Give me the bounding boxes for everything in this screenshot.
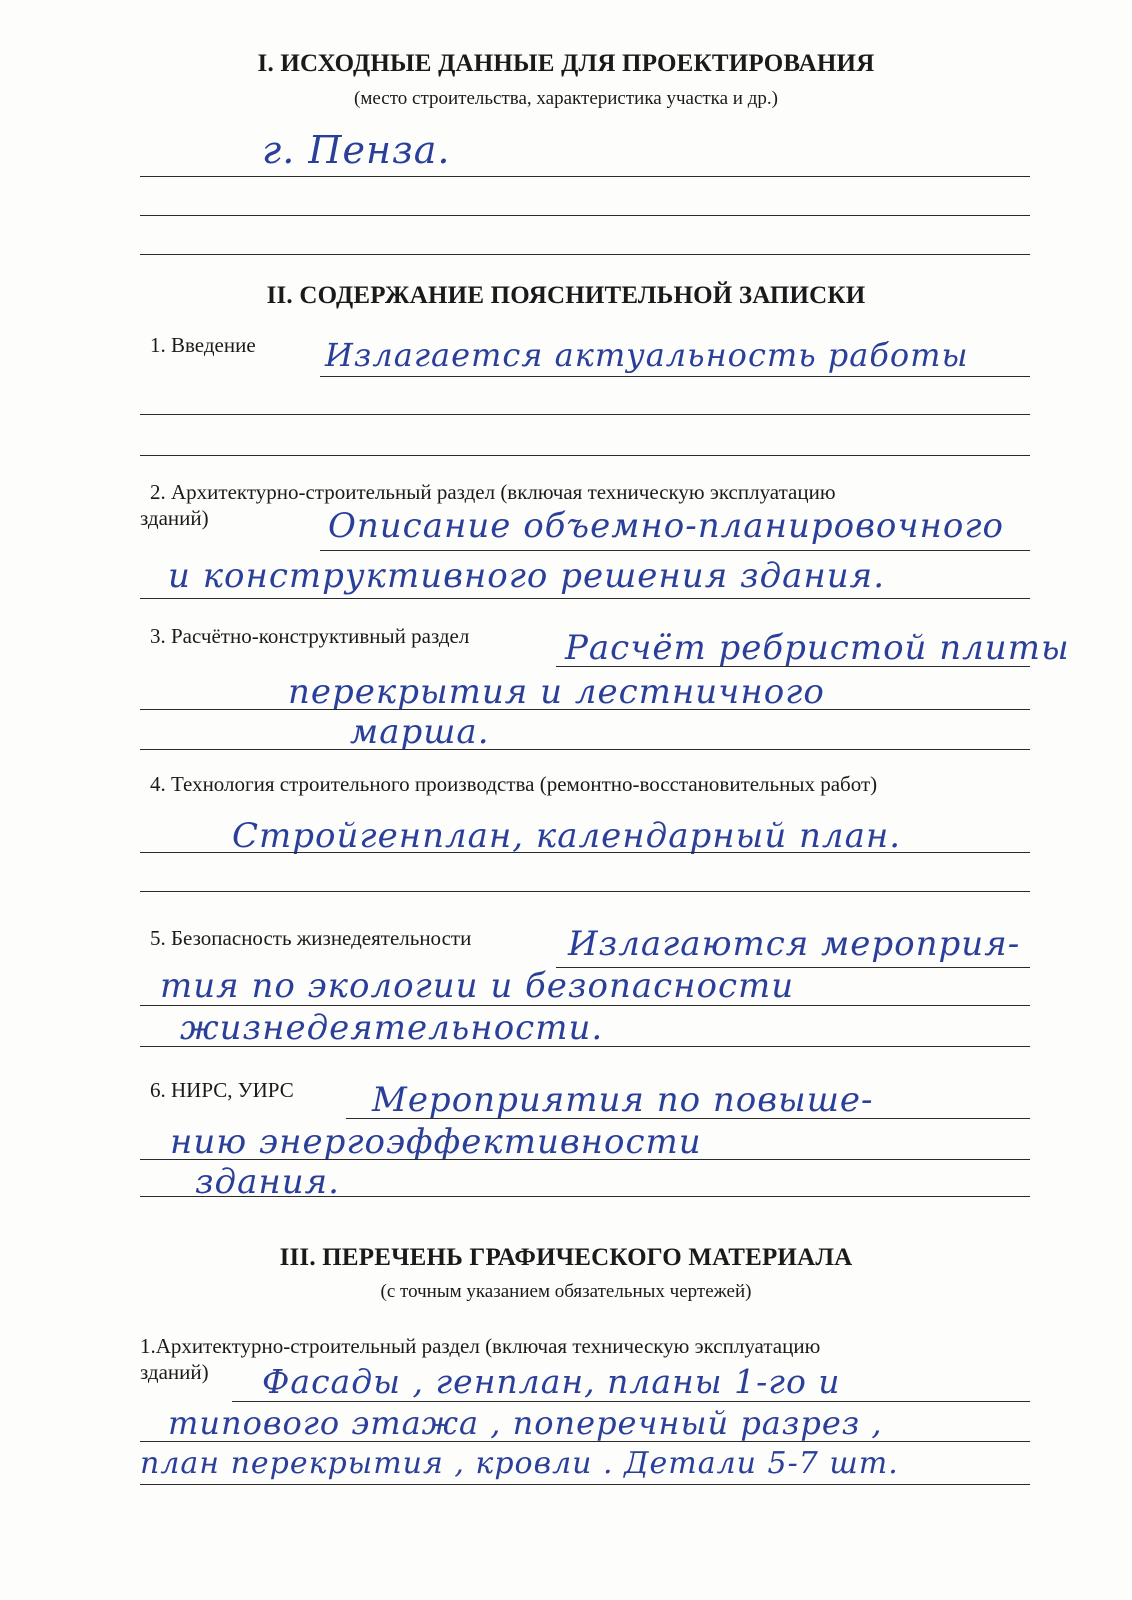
handwriting-research-2: нию энергоэффективности bbox=[170, 1122, 702, 1162]
fill-line bbox=[140, 709, 1030, 710]
handwriting-safety-1: Излагаются мероприя- bbox=[568, 924, 1021, 964]
fill-line bbox=[140, 852, 1030, 853]
fill-line bbox=[140, 254, 1030, 255]
fill-line bbox=[140, 1484, 1030, 1485]
fill-line bbox=[140, 455, 1030, 456]
fill-line bbox=[140, 1159, 1030, 1160]
handwriting-intro: Излагается актуальность работы bbox=[325, 336, 969, 374]
graphic-item-1-label-line1: 1.Архитектурно-строительный раздел (включая техническую эксплуатацию bbox=[140, 1334, 821, 1358]
handwriting-graphic-3: план перекрытия , кровли . Детали 5-7 шт. bbox=[140, 1446, 899, 1481]
section-1-title: I. ИСХОДНЫЕ ДАННЫЕ ДЛЯ ПРОЕКТИРОВАНИЯ bbox=[257, 50, 875, 77]
fill-line bbox=[140, 1441, 1030, 1442]
fill-line bbox=[320, 550, 1030, 551]
fill-line bbox=[320, 376, 1030, 377]
item-2-label-line1: 2. Архитектурно-строительный раздел (включая техническую эксплуатацию bbox=[150, 480, 836, 504]
handwriting-calc-2: перекрытия и лестничного bbox=[288, 672, 825, 712]
fill-line bbox=[140, 598, 1030, 599]
fill-line bbox=[140, 891, 1030, 892]
handwriting-graphic-2: типового этажа , поперечный разрез , bbox=[168, 1404, 883, 1442]
handwriting-research-3: здания. bbox=[195, 1162, 340, 1202]
handwriting-safety-2: тия по экологии и безопасности bbox=[160, 966, 795, 1006]
graphic-item-1-label-line2: зданий) bbox=[140, 1360, 209, 1384]
fill-line bbox=[140, 749, 1030, 750]
handwriting-research-1: Мероприятия по повыше- bbox=[372, 1080, 874, 1120]
handwriting-graphic-1: Фасады , генплан, планы 1-го и bbox=[262, 1362, 841, 1401]
item-6-label: 6. НИРС, УИРС bbox=[150, 1078, 294, 1102]
section-3-subtitle: (с точным указанием обязательных чертежей) bbox=[380, 1281, 752, 1302]
fill-line bbox=[140, 215, 1030, 216]
handwriting-calc-3: марша. bbox=[350, 712, 490, 752]
handwriting-calc-1: Расчёт ребристой плиты bbox=[565, 628, 1070, 668]
item-3-label: 3. Расчётно-конструктивный раздел bbox=[150, 624, 470, 648]
section-1-subtitle: (место строительства, характеристика участка и др.) bbox=[354, 88, 778, 109]
fill-line bbox=[140, 1046, 1030, 1047]
fill-line bbox=[140, 414, 1030, 415]
section-3-title: III. ПЕРЕЧЕНЬ ГРАФИЧЕСКОГО МАТЕРИАЛА bbox=[279, 1244, 853, 1271]
fill-line bbox=[140, 1005, 1030, 1006]
handwriting-arch-1: Описание объемно-планировочного bbox=[328, 506, 1005, 546]
section-2-title: II. СОДЕРЖАНИЕ ПОЯСНИТЕЛЬНОЙ ЗАПИСКИ bbox=[266, 282, 866, 309]
fill-line bbox=[556, 666, 1030, 667]
fill-line bbox=[232, 1401, 1030, 1402]
fill-line bbox=[140, 1196, 1030, 1197]
item-4-label: 4. Технология строительного производства (ремонтно-восстановительных работ) bbox=[150, 772, 878, 796]
handwriting-location: г. Пенза. bbox=[262, 128, 451, 172]
item-2-label-line2: зданий) bbox=[140, 506, 209, 530]
fill-line bbox=[346, 1118, 1030, 1119]
item-5-label: 5. Безопасность жизнедеятельности bbox=[150, 926, 472, 950]
handwriting-safety-3: жизнедеятельности. bbox=[180, 1008, 604, 1048]
handwriting-tech: Стройгенплан, календарный план. bbox=[232, 816, 902, 856]
fill-line bbox=[140, 176, 1030, 177]
item-1-label: 1. Введение bbox=[150, 333, 256, 357]
handwriting-arch-2: и конструктивного решения здания. bbox=[168, 556, 886, 596]
